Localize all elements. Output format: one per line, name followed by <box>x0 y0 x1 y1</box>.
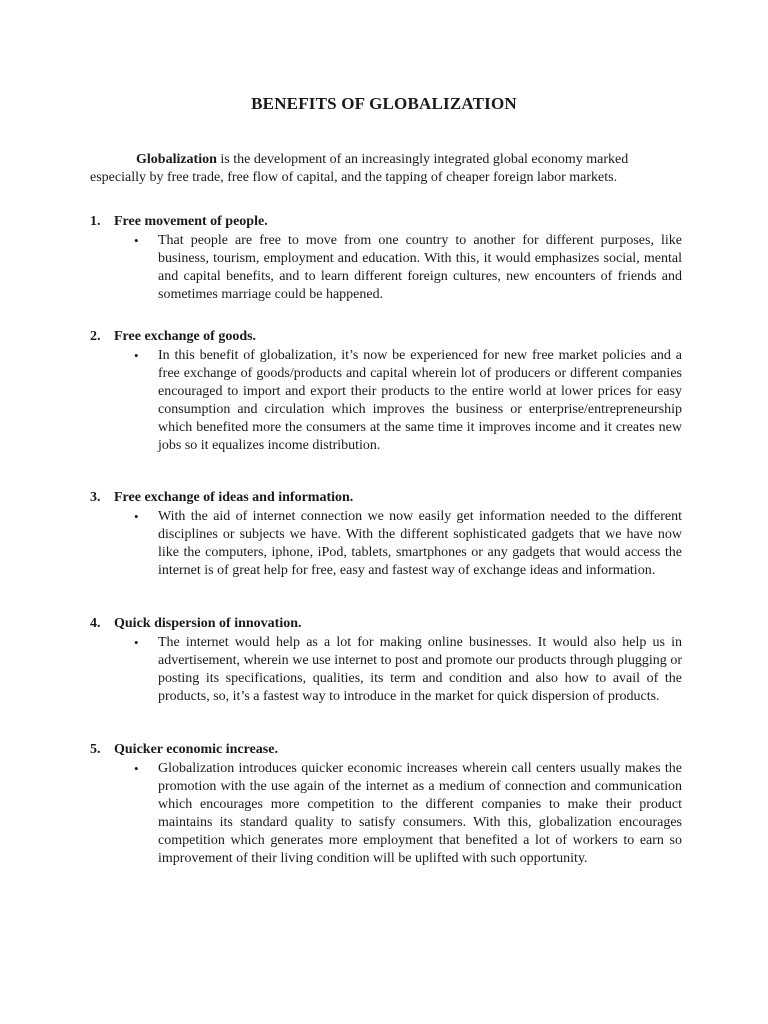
intro-paragraph <box>90 151 682 187</box>
section-title: Free movement of people. <box>114 214 268 229</box>
section-heading <box>90 741 682 759</box>
section-heading <box>90 328 682 346</box>
section-number: 1. <box>90 214 101 229</box>
bullet-text: The internet would help as a lot for making online businesses. It would also help us in advertisement, wherein we use internet to post and promote our products through plugging or posting its specifications, qualities, its term and condition and also how to avail of the products, so, it’s a fastest way to introduce in the market for quick dispersion of products. <box>158 635 682 704</box>
section-number: 4. <box>90 616 101 631</box>
bullet-text: In this benefit of globalization, it’s now be experienced for new free market policies and a free exchange of goods/products and capital wherein lot of producers or different companies encouraged to import and export their products to the entire world at lower prices for easy consumption and circulation which improves the business or enterprise/entrepreneurship which benefited more the consumers at the same time it improves income and it creates new jobs so it equalizes income distribution. <box>158 348 682 453</box>
bullet-item <box>90 760 682 868</box>
section-title: Free exchange of ideas and information. <box>114 490 354 505</box>
bullet-icon: • <box>134 509 139 524</box>
intro-term: Globalization <box>136 152 217 167</box>
section-title: Free exchange of goods. <box>114 329 257 344</box>
section-1 <box>90 213 682 304</box>
section-4 <box>90 615 682 706</box>
section-2 <box>90 328 682 455</box>
intro-text: is the development of an increasingly integrated global economy marked especially by free trade, free flow of capital, and the tapping of cheaper foreign labor markets. <box>90 152 629 185</box>
section-number: 5. <box>90 742 101 757</box>
bullet-icon: • <box>134 635 139 650</box>
document-title: BENEFITS OF GLOBALIZATION <box>251 94 517 113</box>
section-title: Quick dispersion of innovation. <box>114 616 302 631</box>
section-number: 2. <box>90 329 101 344</box>
bullet-icon: • <box>134 348 139 363</box>
section-title: Quicker economic increase. <box>114 742 278 757</box>
section-5 <box>90 741 682 868</box>
bullet-text: With the aid of internet connection we now easily get information needed to the different disciplines or subjects we have. With the different sophisticated gadgets that we have now like the computers, iphone, iPod, tablets, smartphones or any gadgets that would access the internet is of great help for free, easy and fastest way of exchange ideas and information. <box>158 509 682 578</box>
bullet-text: That people are free to move from one country to another for different purposes, like business, tourism, employment and education. With this, it would emphasizes social, mental and capital benefits, and to learn different foreign cultures, new encounters of friends and sometimes marriage could be happened. <box>158 233 682 302</box>
bullet-item <box>90 347 682 455</box>
bullet-text: Globalization introduces quicker economic increases wherein call centers usually makes the promotion with the use again of the internet as a medium of connection and communication which encourages more competition to the different companies to make their product maintains its standard quality to satisfy consumers. With this, globalization encourages competition which generates more employment that benefited a lot of workers to earn so improvement of their living condition will be uplifted with such opportunity. <box>158 761 682 866</box>
section-heading <box>90 213 682 231</box>
section-heading <box>90 489 682 507</box>
section-heading <box>90 615 682 633</box>
section-3 <box>90 489 682 580</box>
bullet-item <box>90 508 682 580</box>
bullet-item <box>90 232 682 304</box>
section-number: 3. <box>90 490 101 505</box>
bullet-icon: • <box>134 761 139 776</box>
bullet-item <box>90 634 682 706</box>
bullet-icon: • <box>134 233 139 248</box>
